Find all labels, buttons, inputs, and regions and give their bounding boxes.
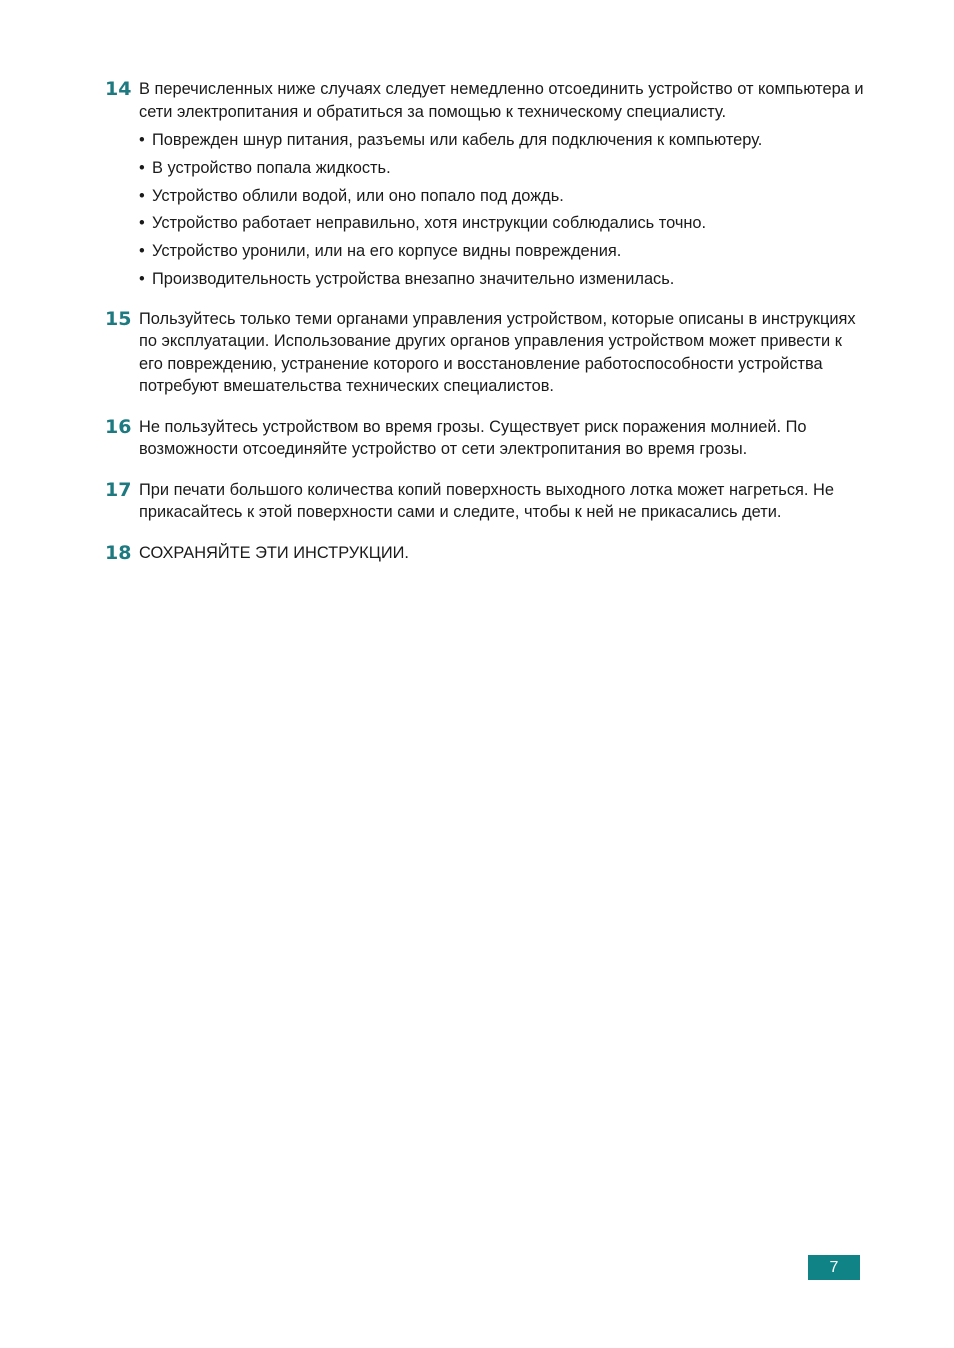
bullet-icon: •: [139, 131, 145, 149]
instruction-item-15: [105, 308, 865, 398]
item-number: 17: [105, 478, 132, 501]
item-number: 16: [105, 415, 132, 438]
item-text: Пользуйтесь только теми органами управления устройством, которые описаны в инструкциях по эксплуатации. Использование других органов управления устройством может привести к его повреждению, устранение которого и восстановление работоспособности устройства потребуют вмешательства технических специалистов.: [139, 309, 856, 396]
page-number-badge: 7: [808, 1255, 860, 1280]
item-number: 18: [105, 541, 132, 564]
bullet-item: • Производительность устройства внезапно значительно изменилась.: [139, 269, 675, 288]
bullet-list: [139, 129, 865, 290]
bullet-item: • Устройство работает неправильно, хотя инструкции соблюдались точно.: [139, 214, 707, 233]
bullet-item: • Устройство уронили, или на его корпусе видны повреждения.: [139, 242, 622, 261]
bullet-icon: •: [139, 269, 145, 288]
item-text: В перечисленных ниже случаях следует немедленно отсоединить устройство от компьютера и сети электропитания и обратиться за помощью к техническому специалисту.: [139, 80, 864, 121]
bullet-icon: •: [139, 186, 145, 205]
bullet-item: • Поврежден шнур питания, разъемы или кабель для подключения к компьютеру.: [139, 131, 763, 149]
bullet-icon: •: [139, 242, 145, 261]
instruction-item-14: [105, 78, 865, 290]
instruction-item-17: [105, 479, 865, 524]
item-text: Не пользуйтесь устройством во время грозы. Существует риск поражения молнией. По возможности отсоединяйте устройство от сети электропитания во время грозы.: [139, 417, 807, 459]
bullet-item: • В устройство попала жидкость.: [139, 158, 391, 177]
instruction-item-16: [105, 416, 865, 461]
bullet-item: • Устройство облили водой, или оно попало под дождь.: [139, 186, 564, 205]
bullet-icon: •: [139, 158, 145, 177]
item-number: 14: [105, 78, 132, 100]
instruction-item-18: [105, 542, 865, 565]
item-text: СОХРАНЯЙТЕ ЭТИ ИНСТРУКЦИИ.: [139, 543, 409, 562]
bullet-icon: •: [139, 214, 145, 233]
item-number: 15: [105, 307, 132, 330]
instructions-list: [105, 78, 865, 582]
item-text: При печати большого количества копий поверхность выходного лотка может нагреться. Не прикасайтесь к этой поверхности сами и следите, чтобы к ней не прикасались дети.: [139, 480, 834, 522]
